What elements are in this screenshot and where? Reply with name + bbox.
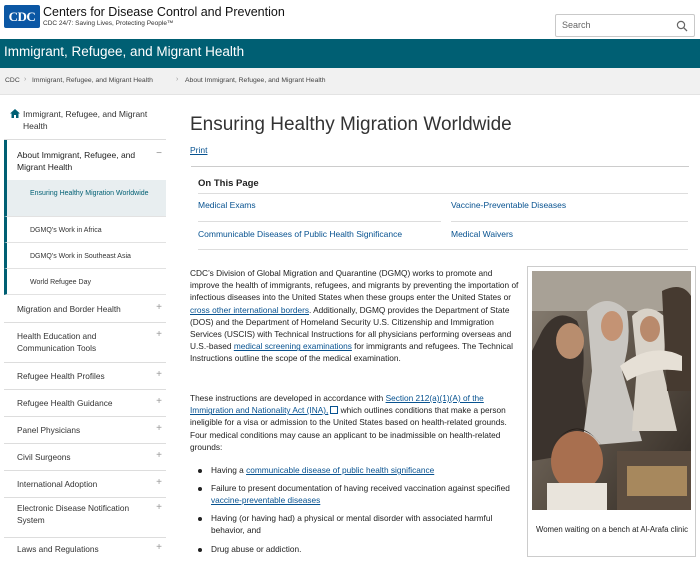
- expand-icon[interactable]: +: [156, 302, 162, 313]
- sidebar-subitem-southeast-asia[interactable]: [4, 243, 166, 269]
- sidebar-item-label: Panel Physicians: [17, 425, 81, 435]
- list-item-text: [211, 464, 511, 476]
- otp-link-medical-exams[interactable]: Medical Exams: [198, 200, 256, 210]
- on-this-page: [191, 166, 689, 250]
- otp-link-medical-waivers[interactable]: Medical Waivers: [451, 229, 514, 239]
- divider: [451, 221, 688, 222]
- bullet-dot: [198, 517, 202, 521]
- expand-icon[interactable]: +: [156, 423, 162, 434]
- link-communicable-disease[interactable]: communicable disease of public health significance: [246, 465, 435, 475]
- sidebar-item-civil-surgeons[interactable]: [4, 444, 166, 471]
- sidebar-item-label: Civil Surgeons: [17, 452, 71, 462]
- org-name[interactable]: Centers for Disease Control and Prevention: [43, 5, 285, 19]
- paragraph-text: . Additionally, DGMQ provides the Department of State (DOS) and the Department of Homeland Security U.S. Citizenship and Immigration Services (USCIS) with Technical Instructions for all physicians performing overseas and U.S.-based: [190, 304, 512, 352]
- sidebar-home-label: Immigrant, Refugee, and Migrant Health: [23, 109, 148, 131]
- sidebar-subitem-label: World Refugee Day: [30, 279, 91, 286]
- link-vaccine-preventable[interactable]: vaccine-preventable diseases: [211, 495, 321, 506]
- otp-link-communicable[interactable]: Communicable Diseases of Public Health Significance: [198, 229, 403, 239]
- divider: [198, 249, 688, 250]
- home-icon: [10, 109, 20, 118]
- sidebar-item-migration-border[interactable]: [4, 295, 166, 323]
- expand-icon[interactable]: +: [156, 477, 162, 488]
- divider: [198, 193, 688, 194]
- expand-icon[interactable]: +: [156, 396, 162, 407]
- bullet-dot: [198, 548, 202, 552]
- sidebar-subitem-healthy-migration[interactable]: [4, 180, 166, 217]
- search-input[interactable]: [562, 20, 672, 30]
- link-ina-section[interactable]: Section 212(a)(1)(A) of the Immigration and Nationality Act (INA),: [190, 393, 484, 416]
- list-item-text: Drug abuse or addiction.: [211, 544, 302, 554]
- expand-icon[interactable]: +: [156, 502, 162, 513]
- breadcrumb-separator: ›: [176, 76, 179, 83]
- sidebar-item-edn-system[interactable]: [4, 498, 166, 538]
- divider: [198, 221, 441, 222]
- cdc-logo[interactable]: CDC: [4, 5, 40, 28]
- list-text: Having a: [211, 465, 247, 475]
- sidebar-item-label: Migration and Border Health: [17, 304, 121, 314]
- sidebar-home-link[interactable]: [4, 104, 166, 140]
- sidebar-subitem-label: DGMQ’s Work in Southeast Asia: [30, 253, 131, 260]
- list-text: Failure to present documentation of having received vaccination against specified: [211, 483, 510, 493]
- expand-icon[interactable]: +: [156, 329, 162, 340]
- photo-caption: Women waiting on a bench at Al-Arafa clinic: [536, 525, 688, 534]
- paragraph-text: These instructions are developed in accordance with: [190, 393, 386, 403]
- site-header: [0, 0, 700, 40]
- expand-icon[interactable]: +: [156, 369, 162, 380]
- external-link-icon: [330, 406, 338, 414]
- sidebar-active-section[interactable]: [4, 140, 166, 180]
- expand-icon[interactable]: +: [156, 450, 162, 461]
- sidebar-item-refugee-health-profiles[interactable]: [4, 363, 166, 390]
- clinic-photo: [532, 271, 691, 510]
- breadcrumb-item-irmh[interactable]: Immigrant, Refugee, and Migrant Health: [32, 77, 153, 84]
- sidebar-item-refugee-health-guidance[interactable]: [4, 390, 166, 417]
- sidebar-subitem-label: DGMQ’s Work in Africa: [30, 227, 102, 234]
- sidebar-item-label: Refugee Health Guidance: [17, 398, 113, 408]
- list-item-text: [211, 482, 511, 506]
- sidebar-item-international-adoption[interactable]: [4, 471, 166, 498]
- sidebar-subitem-world-refugee-day[interactable]: [4, 269, 166, 295]
- on-this-page-heading: On This Page: [198, 178, 259, 189]
- bullet-dot: [198, 487, 202, 491]
- sidebar-subitem-africa[interactable]: [4, 217, 166, 243]
- ina-paragraph: [190, 392, 520, 453]
- breadcrumb-separator: ›: [24, 76, 27, 83]
- search-box: [555, 14, 695, 37]
- paragraph-text: for immigrants and refugees. The Technical Instructions outline the scope of the medical examination.: [190, 341, 513, 364]
- otp-link-vaccine-preventable[interactable]: Vaccine-Preventable Diseases: [451, 200, 567, 210]
- site-banner: [0, 39, 700, 68]
- sidebar-section-label: About Immigrant, Refugee, and Migrant Health: [17, 150, 136, 172]
- expand-icon[interactable]: +: [156, 542, 162, 553]
- paragraph-text: which outlines conditions that make a person ineligible for a visa or admission to the United States based on health-related grounds. Four medical conditions may cause an applicant to be inadmissible on health-related grounds:: [190, 405, 507, 452]
- print-link[interactable]: Print: [190, 145, 208, 155]
- link-cross-borders[interactable]: cross other international borders: [190, 304, 309, 315]
- breadcrumb-item-cdc[interactable]: CDC: [5, 77, 20, 84]
- breadcrumb: [0, 68, 700, 95]
- paragraph-text: CDC’s Division of Global Migration and Quarantine (DGMQ) works to promote and improve the health of immigrants, refugees, and migrants by preventing the importation of infectious diseases into the United States when these groups enter the United States or: [190, 268, 519, 303]
- sidebar-item-laws-regulations[interactable]: [4, 538, 166, 561]
- sidebar-item-panel-physicians[interactable]: [4, 417, 166, 444]
- page-title: Ensuring Healthy Migration Worldwide: [190, 114, 512, 135]
- sidebar-item-label: International Adoption: [17, 479, 98, 489]
- breadcrumb-item-about[interactable]: About Immigrant, Refugee, and Migrant Health: [185, 77, 326, 84]
- sidebar-subitem-label: Ensuring Healthy Migration Worldwide: [30, 190, 149, 197]
- sidebar-item-label: Refugee Health Profiles: [17, 371, 105, 381]
- sidebar-item-label: Laws and Regulations: [17, 544, 99, 554]
- intro-paragraph: [190, 267, 520, 365]
- sidebar-item-label: Electronic Disease Notification System: [17, 503, 130, 525]
- sidebar-item-health-education[interactable]: [4, 323, 166, 363]
- search-icon[interactable]: [676, 20, 688, 32]
- list-item-text: Having (or having had) a physical or mental disorder with associated harmful behavior, and: [211, 513, 493, 536]
- bullet-dot: [198, 469, 202, 473]
- org-tagline: CDC 24/7: Saving Lives, Protecting People™: [43, 20, 174, 27]
- photo-figure: [527, 266, 696, 557]
- link-medical-screening[interactable]: medical screening examinations: [233, 341, 352, 352]
- collapse-icon[interactable]: −: [156, 148, 162, 159]
- sidebar-item-label: Health Education and Communication Tools: [17, 331, 97, 353]
- banner-title[interactable]: Immigrant, Refugee, and Migrant Health: [4, 44, 245, 59]
